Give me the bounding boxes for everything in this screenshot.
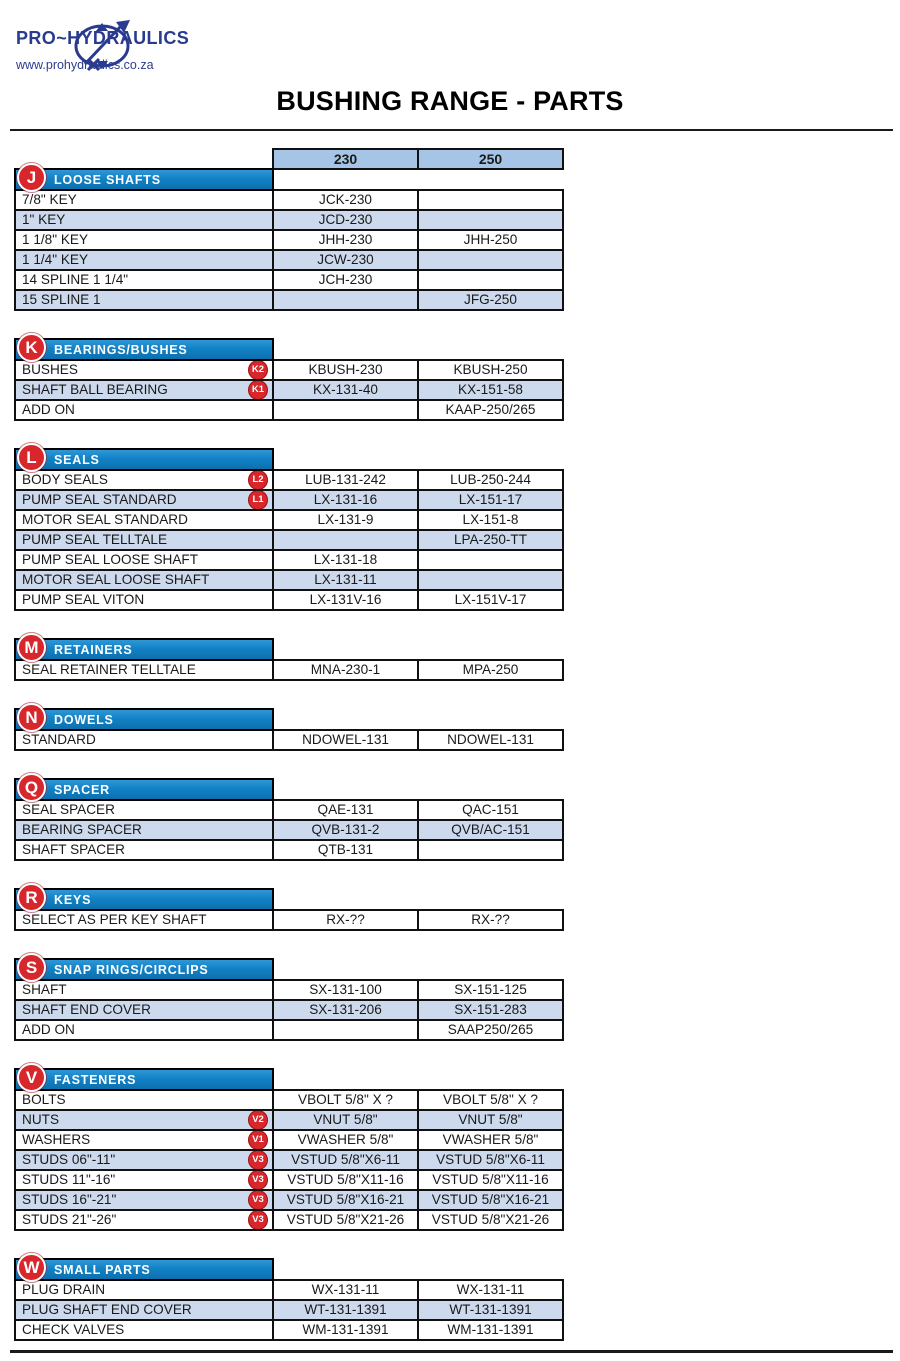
part-label: 1 1/8" KEY bbox=[22, 232, 89, 247]
part-label: MOTOR SEAL STANDARD bbox=[22, 512, 188, 527]
part-label-cell bbox=[16, 231, 272, 249]
part-label: CHECK VALVES bbox=[22, 1322, 125, 1337]
part-number-250: VBOLT 5/8" X ? bbox=[419, 1091, 562, 1109]
part-label-cell bbox=[16, 1021, 272, 1039]
section-letter-badge bbox=[17, 443, 46, 472]
part-number-230: LX-131-9 bbox=[274, 511, 417, 529]
part-number-230: JHH-230 bbox=[274, 231, 417, 249]
part-number-230: MNA-230-1 bbox=[274, 661, 417, 679]
part-number-230: VSTUD 5/8"X6-11 bbox=[274, 1151, 417, 1169]
ref-badge: K1 bbox=[248, 381, 268, 399]
part-number-250: QVB/AC-151 bbox=[419, 821, 562, 839]
part-number-230: LX-131V-16 bbox=[274, 591, 417, 609]
part-number-250: VNUT 5/8" bbox=[419, 1111, 562, 1129]
section-letter: W bbox=[23, 1258, 40, 1277]
part-number-230: JCW-230 bbox=[274, 251, 417, 269]
section-title: LOOSE SHAFTS bbox=[54, 172, 161, 187]
part-number-230: VNUT 5/8" bbox=[274, 1111, 417, 1129]
part-number-230 bbox=[274, 1021, 417, 1039]
part-number-250: NDOWEL-131 bbox=[419, 731, 562, 749]
parts-section bbox=[14, 778, 574, 861]
part-label: PUMP SEAL LOOSE SHAFT bbox=[22, 552, 199, 567]
parts-section bbox=[14, 168, 574, 311]
part-number-250: VSTUD 5/8"X6-11 bbox=[419, 1151, 562, 1169]
section-title: BEARINGS/BUSHES bbox=[54, 342, 188, 357]
part-number-230 bbox=[274, 291, 417, 309]
part-number-230: JCK-230 bbox=[274, 191, 417, 209]
part-number-250 bbox=[419, 191, 562, 209]
ref-badge: K2 bbox=[248, 361, 268, 379]
part-number-250 bbox=[419, 251, 562, 269]
ref-badge: L1 bbox=[248, 491, 268, 509]
section-header-bar bbox=[14, 168, 274, 191]
part-label-cell bbox=[16, 911, 272, 929]
part-label-cell bbox=[16, 1281, 272, 1299]
parts-section bbox=[14, 1068, 574, 1231]
section-letter: V bbox=[25, 1068, 38, 1087]
section-header-bar bbox=[14, 338, 274, 361]
part-label-cell bbox=[16, 471, 272, 489]
part-label: SHAFT BALL BEARING bbox=[22, 382, 168, 397]
part-label-cell bbox=[16, 1211, 272, 1229]
part-label: ADD ON bbox=[22, 1022, 75, 1037]
part-number-230: QVB-131-2 bbox=[274, 821, 417, 839]
part-number-250: KX-151-58 bbox=[419, 381, 562, 399]
section-rows bbox=[14, 659, 564, 681]
section-rows bbox=[14, 469, 564, 611]
part-label-cell bbox=[16, 551, 272, 569]
part-number-230: WX-131-11 bbox=[274, 1281, 417, 1299]
part-number-230: VSTUD 5/8"X21-26 bbox=[274, 1211, 417, 1229]
part-number-250: WX-131-11 bbox=[419, 1281, 562, 1299]
part-number-250: SX-151-125 bbox=[419, 981, 562, 999]
part-label: 1 1/4" KEY bbox=[22, 252, 89, 267]
part-number-230: SX-131-100 bbox=[274, 981, 417, 999]
part-number-250: LX-151-8 bbox=[419, 511, 562, 529]
part-label: NUTS bbox=[22, 1112, 60, 1127]
parts-section bbox=[14, 888, 574, 931]
column-header-250: 250 bbox=[419, 150, 562, 168]
top-divider bbox=[10, 129, 893, 131]
part-number-230: NDOWEL-131 bbox=[274, 731, 417, 749]
column-header-230: 230 bbox=[274, 150, 417, 168]
section-letter: L bbox=[26, 448, 37, 467]
part-label: SHAFT END COVER bbox=[22, 1002, 151, 1017]
part-label: ADD ON bbox=[22, 402, 75, 417]
part-number-250 bbox=[419, 271, 562, 289]
section-rows bbox=[14, 1279, 564, 1341]
company-logo bbox=[16, 28, 216, 72]
part-label-cell bbox=[16, 571, 272, 589]
section-title: KEYS bbox=[54, 892, 92, 907]
section-rows bbox=[14, 189, 564, 311]
section-header-bar bbox=[14, 708, 274, 731]
part-number-250: SAAP250/265 bbox=[419, 1021, 562, 1039]
part-number-250 bbox=[419, 551, 562, 569]
part-number-250: QAC-151 bbox=[419, 801, 562, 819]
section-letter-badge bbox=[17, 1063, 46, 1092]
part-number-230: RX-?? bbox=[274, 911, 417, 929]
section-header-bar bbox=[14, 638, 274, 661]
section-letter: R bbox=[25, 888, 38, 907]
section-header-bar bbox=[14, 888, 274, 911]
section-title: FASTENERS bbox=[54, 1072, 137, 1087]
part-label-cell bbox=[16, 401, 272, 419]
part-number-250: WT-131-1391 bbox=[419, 1301, 562, 1319]
parts-section bbox=[14, 958, 574, 1041]
part-label-cell bbox=[16, 1321, 272, 1339]
parts-tables bbox=[14, 148, 574, 1341]
part-number-230: VWASHER 5/8" bbox=[274, 1131, 417, 1149]
part-label-cell bbox=[16, 821, 272, 839]
part-number-230: LX-131-18 bbox=[274, 551, 417, 569]
section-letter: Q bbox=[24, 778, 39, 797]
ref-badge: L2 bbox=[248, 471, 268, 489]
part-label-cell bbox=[16, 211, 272, 229]
part-number-230: LX-131-11 bbox=[274, 571, 417, 589]
section-header-bar bbox=[14, 1258, 274, 1281]
part-number-230: JCH-230 bbox=[274, 271, 417, 289]
part-number-230: LX-131-16 bbox=[274, 491, 417, 509]
column-header-row bbox=[272, 148, 564, 170]
section-title: SPACER bbox=[54, 782, 110, 797]
part-label-cell bbox=[16, 731, 272, 749]
section-letter-badge bbox=[17, 773, 46, 802]
part-number-250: WM-131-1391 bbox=[419, 1321, 562, 1339]
section-header-bar bbox=[14, 1068, 274, 1091]
parts-section bbox=[14, 448, 574, 611]
part-number-250: JFG-250 bbox=[419, 291, 562, 309]
part-number-230: WT-131-1391 bbox=[274, 1301, 417, 1319]
part-label-cell bbox=[16, 1131, 272, 1149]
part-number-230: JCD-230 bbox=[274, 211, 417, 229]
bottom-divider bbox=[10, 1350, 893, 1353]
part-label-cell bbox=[16, 511, 272, 529]
part-number-250: KAAP-250/265 bbox=[419, 401, 562, 419]
part-label-cell bbox=[16, 291, 272, 309]
part-label: 1" KEY bbox=[22, 212, 66, 227]
section-title: RETAINERS bbox=[54, 642, 133, 657]
website-url: www.prohydraulics.co.za bbox=[16, 58, 154, 72]
part-label: PLUG DRAIN bbox=[22, 1282, 106, 1297]
part-label: STUDS 06"-11" bbox=[22, 1152, 116, 1167]
section-rows bbox=[14, 799, 564, 861]
part-number-250: RX-?? bbox=[419, 911, 562, 929]
section-title: SEALS bbox=[54, 452, 100, 467]
section-letter: M bbox=[24, 638, 39, 657]
part-label-cell bbox=[16, 1091, 272, 1109]
part-label-cell bbox=[16, 491, 272, 509]
part-label: 7/8" KEY bbox=[22, 192, 77, 207]
part-number-230: LUB-131-242 bbox=[274, 471, 417, 489]
section-rows bbox=[14, 729, 564, 751]
part-number-250: LX-151V-17 bbox=[419, 591, 562, 609]
part-label: SEAL RETAINER TELLTALE bbox=[22, 662, 196, 677]
part-label-cell bbox=[16, 1111, 272, 1129]
part-label: STUDS 11"-16" bbox=[22, 1172, 116, 1187]
part-number-250: VSTUD 5/8"X11-16 bbox=[419, 1171, 562, 1189]
part-label: PUMP SEAL STANDARD bbox=[22, 492, 177, 507]
part-number-230: QAE-131 bbox=[274, 801, 417, 819]
part-number-230: VSTUD 5/8"X11-16 bbox=[274, 1171, 417, 1189]
section-letter: S bbox=[25, 958, 38, 977]
section-letter: J bbox=[26, 168, 37, 187]
part-label: 15 SPLINE 1 bbox=[22, 292, 101, 307]
part-number-230: KBUSH-230 bbox=[274, 361, 417, 379]
section-letter: K bbox=[25, 338, 38, 357]
part-number-230: WM-131-1391 bbox=[274, 1321, 417, 1339]
part-label: STANDARD bbox=[22, 732, 96, 747]
part-number-250: LPA-250-TT bbox=[419, 531, 562, 549]
section-header-bar bbox=[14, 448, 274, 471]
parts-section bbox=[14, 338, 574, 421]
part-label-cell bbox=[16, 1301, 272, 1319]
section-title: DOWELS bbox=[54, 712, 114, 727]
part-label-cell bbox=[16, 531, 272, 549]
part-number-250 bbox=[419, 841, 562, 859]
part-number-250: SX-151-283 bbox=[419, 1001, 562, 1019]
part-label-cell bbox=[16, 981, 272, 999]
part-label-cell bbox=[16, 1191, 272, 1209]
section-title: SMALL PARTS bbox=[54, 1262, 151, 1277]
part-number-230: SX-131-206 bbox=[274, 1001, 417, 1019]
part-label-cell bbox=[16, 1001, 272, 1019]
ref-badge: V3 bbox=[248, 1171, 268, 1189]
section-letter-badge bbox=[17, 703, 46, 732]
part-label: BUSHES bbox=[22, 362, 78, 377]
part-number-250: JHH-250 bbox=[419, 231, 562, 249]
part-number-250: VSTUD 5/8"X21-26 bbox=[419, 1211, 562, 1229]
part-label-cell bbox=[16, 191, 272, 209]
part-number-230: QTB-131 bbox=[274, 841, 417, 859]
part-label: WASHERS bbox=[22, 1132, 91, 1147]
ref-badge: V3 bbox=[248, 1151, 268, 1169]
part-label: 14 SPLINE 1 1/4" bbox=[22, 272, 129, 287]
part-number-230 bbox=[274, 401, 417, 419]
part-label: PUMP SEAL VITON bbox=[22, 592, 145, 607]
section-rows bbox=[14, 979, 564, 1041]
part-label-cell bbox=[16, 381, 272, 399]
part-number-230: VBOLT 5/8" X ? bbox=[274, 1091, 417, 1109]
section-letter: N bbox=[25, 708, 38, 727]
part-label: MOTOR SEAL LOOSE SHAFT bbox=[22, 572, 210, 587]
page-header bbox=[0, 0, 900, 130]
ref-badge: V3 bbox=[248, 1211, 268, 1229]
part-label: STUDS 21"-26" bbox=[22, 1212, 117, 1227]
part-label: SHAFT SPACER bbox=[22, 842, 125, 857]
part-label-cell bbox=[16, 1151, 272, 1169]
part-label: STUDS 16"-21" bbox=[22, 1192, 117, 1207]
part-label-cell bbox=[16, 661, 272, 679]
parts-section bbox=[14, 638, 574, 681]
section-letter-badge bbox=[17, 1253, 46, 1282]
section-rows bbox=[14, 909, 564, 931]
part-number-250: VWASHER 5/8" bbox=[419, 1131, 562, 1149]
section-rows bbox=[14, 359, 564, 421]
part-label: BOLTS bbox=[22, 1092, 66, 1107]
part-label: SHAFT bbox=[22, 982, 67, 997]
section-letter-badge bbox=[17, 953, 46, 982]
ref-badge: V2 bbox=[248, 1111, 268, 1129]
part-number-230 bbox=[274, 531, 417, 549]
part-label: PLUG SHAFT END COVER bbox=[22, 1302, 192, 1317]
section-header-bar bbox=[14, 778, 274, 801]
part-label-cell bbox=[16, 1171, 272, 1189]
part-label-cell bbox=[16, 801, 272, 819]
brand-name: PRO~HYDRAULICS bbox=[16, 28, 190, 48]
section-rows bbox=[14, 1089, 564, 1231]
part-label-cell bbox=[16, 271, 272, 289]
parts-section bbox=[14, 1258, 574, 1341]
section-header-bar bbox=[14, 958, 274, 981]
part-label: SEAL SPACER bbox=[22, 802, 115, 817]
part-number-250: MPA-250 bbox=[419, 661, 562, 679]
page-title: BUSHING RANGE - PARTS bbox=[276, 86, 624, 116]
part-number-250 bbox=[419, 571, 562, 589]
section-letter-badge bbox=[17, 633, 46, 662]
part-label-cell bbox=[16, 591, 272, 609]
part-label: PUMP SEAL TELLTALE bbox=[22, 532, 168, 547]
part-label-cell bbox=[16, 361, 272, 379]
part-number-250: VSTUD 5/8"X16-21 bbox=[419, 1191, 562, 1209]
ref-badge: V3 bbox=[248, 1191, 268, 1209]
section-letter-badge bbox=[17, 333, 46, 362]
part-number-230: VSTUD 5/8"X16-21 bbox=[274, 1191, 417, 1209]
parts-section bbox=[14, 708, 574, 751]
section-letter-badge bbox=[17, 163, 46, 192]
ref-badge: V1 bbox=[248, 1131, 268, 1149]
part-label-cell bbox=[16, 251, 272, 269]
section-letter-badge bbox=[17, 883, 46, 912]
part-number-250 bbox=[419, 211, 562, 229]
part-label: BODY SEALS bbox=[22, 472, 108, 487]
part-label: SELECT AS PER KEY SHAFT bbox=[22, 912, 207, 927]
part-label: BEARING SPACER bbox=[22, 822, 142, 837]
part-number-250: KBUSH-250 bbox=[419, 361, 562, 379]
part-number-250: LUB-250-244 bbox=[419, 471, 562, 489]
part-number-230: KX-131-40 bbox=[274, 381, 417, 399]
part-number-250: LX-151-17 bbox=[419, 491, 562, 509]
section-title: SNAP RINGS/CIRCLIPS bbox=[54, 962, 209, 977]
part-label-cell bbox=[16, 841, 272, 859]
